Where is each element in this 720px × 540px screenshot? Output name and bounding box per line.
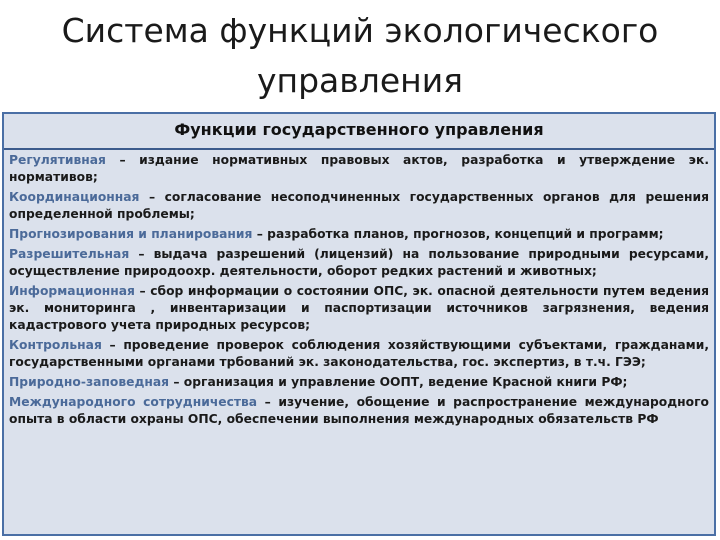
function-item-regulatory: [9, 152, 709, 187]
function-description: – согласование несоподчиненных государственных органов для решения определенной проблемы;: [9, 190, 709, 222]
panel-header: Функции государственного управления: [4, 114, 714, 150]
function-item-coordination: [9, 189, 709, 224]
function-item-information: [9, 283, 709, 335]
function-description: – выдача разрешений (лицензий) на пользование природными ресурсами, осуществление природоохр. деятельности, оборот редких растений и животных;: [9, 246, 709, 278]
function-description: – издание нормативных правовых актов, разработка и утверждение эк. нормативов;: [9, 153, 709, 185]
function-term: Координационная: [9, 190, 140, 204]
functions-panel: [2, 112, 716, 536]
function-description: – разработка планов, прогнозов, концепций и программ;: [252, 227, 664, 241]
function-description: – проведение проверок соблюдения хозяйствующими субъектами, гражданами, государственными органами трбований эк. законодательства, гос. экспертиз, в т.ч. ГЭЭ;: [9, 338, 709, 370]
function-item-permitting: [9, 246, 709, 281]
functions-list: [9, 152, 709, 431]
function-item-protected-areas: [9, 374, 709, 391]
function-term: Информационная: [9, 283, 135, 298]
function-item-international: [9, 394, 709, 429]
function-term: Прогнозирования и планирования: [9, 227, 253, 241]
function-item-control: [9, 337, 709, 372]
slide-title: Система функций экологического управления: [61, 11, 659, 100]
function-term: Контрольная: [9, 338, 102, 352]
function-description: – сбор информации о состоянии ОПС, эк. опасной деятельности путем ведения эк. мониторинга , инвентаризации и паспортизации источников загрязнения, ведения кадастрового учета природных ресурсов;: [9, 283, 709, 333]
function-term: Природно-заповедная: [9, 375, 170, 389]
function-term: Разрешительная: [9, 246, 130, 261]
function-term: Международного сотрудничества: [9, 394, 258, 409]
function-description: – изучение, обощение и распространение международного опыта в области охраны ОПС, обеспечении выполнения международных обязательств РФ: [9, 394, 710, 426]
function-item-forecasting: [9, 226, 709, 243]
function-description: – организация и управление ООПТ, ведение Красной книги РФ;: [169, 375, 628, 389]
function-term: Регулятивная: [9, 153, 106, 167]
